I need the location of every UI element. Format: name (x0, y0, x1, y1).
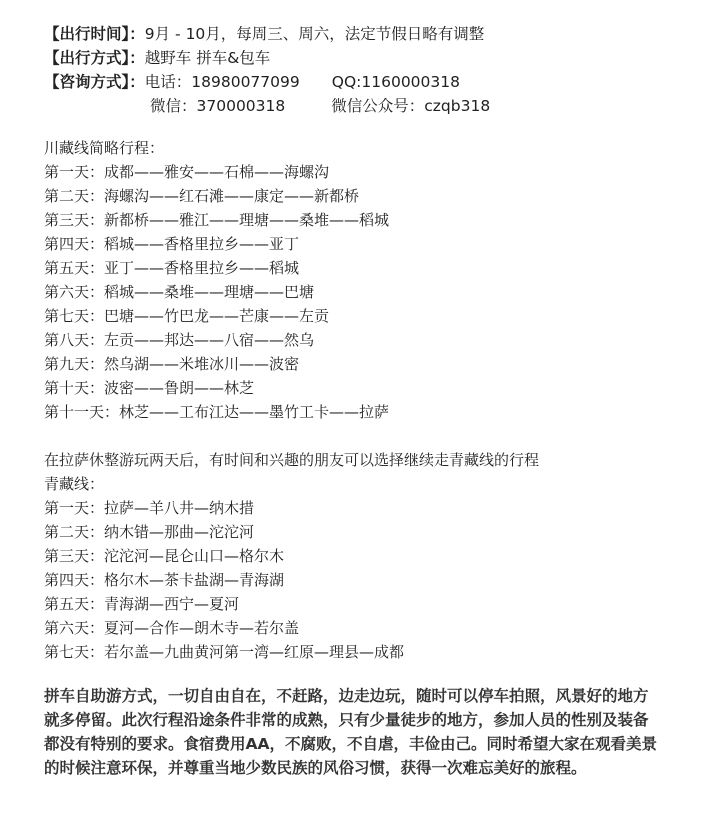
qingzang-day: 第四天：格尔木—茶卡盐湖—青海湖 (44, 571, 285, 589)
closing-paragraph (44, 684, 694, 780)
qingzang-title: 青藏线： (44, 475, 105, 493)
closing-line: 就多停留。此次行程沿途条件非常的成熟，只有少量徒步的地方，参加人员的性别及装备 (44, 711, 649, 729)
contact-qq: QQ:1160000318 (331, 73, 460, 91)
chuanzang-day: 第十一天：林芝——工布江达——墨竹工卡——拉萨 (44, 403, 390, 421)
chuanzang-day: 第九天：然乌湖——米堆冰川——波密 (44, 355, 300, 373)
travel-mode-row (44, 46, 270, 70)
travel-time-label: 【出行时间】： (44, 25, 145, 43)
closing-line: 拼车自助游方式，一切自由自在，不赶路，边走边玩，随时可以停车拍照，风景好的地方 (44, 687, 649, 705)
chuanzang-day: 第七天：巴塘——竹巴龙——芒康——左贡 (44, 307, 330, 325)
closing-line: 都没有特别的要求。食宿费用AA，不腐败，不自虐，丰俭由己。同时希望大家在观看美景 (44, 735, 657, 753)
qingzang-intro: 在拉萨休整游玩两天后，有时间和兴趣的朋友可以选择继续走青藏线的行程 (44, 451, 540, 469)
chuanzang-day: 第四天：稻城——香格里拉乡——亚丁 (44, 235, 300, 253)
contact-label: 【咨询方式】： (44, 73, 145, 91)
chuanzang-day: 第八天：左贡——邦达——八宿——然乌 (44, 331, 315, 349)
qingzang-day: 第三天：沱沱河—昆仑山口—格尔木 (44, 547, 285, 565)
qingzang-day: 第二天：纳木错—那曲—沱沱河 (44, 523, 255, 541)
travel-mode-label: 【出行方式】： (44, 49, 145, 67)
qingzang-day: 第六天：夏河—合作—朗木寺—若尔盖 (44, 619, 300, 637)
contact-phone: 电话：18980077099 (144, 73, 300, 91)
chuanzang-day: 第三天：新都桥——雅江——理塘——桑堆——稻城 (44, 211, 390, 229)
travel-time-value: 9月 - 10月，每周三、周六，法定节假日略有调整 (144, 25, 485, 43)
contact-wechat: 微信：370000318 (150, 97, 286, 115)
qingzang-day: 第七天：若尔盖—九曲黄河第一湾—红原—理县—成都 (44, 643, 405, 661)
chuanzang-day: 第十天：波密——鲁朗——林芝 (44, 379, 255, 397)
contact-row-2 (150, 94, 490, 118)
chuanzang-day: 第二天：海螺沟——红石滩——康定——新都桥 (44, 187, 360, 205)
closing-line: 的时候注意环保，并尊重当地少数民族的风俗习惯，获得一次难忘美好的旅程。 (44, 759, 587, 777)
chuanzang-day: 第六天：稻城——桑堆——理塘——巴塘 (44, 283, 315, 301)
chuanzang-title: 川藏线简略行程： (44, 139, 165, 157)
qingzang-day: 第五天：青海湖—西宁—夏河 (44, 595, 240, 613)
travel-mode-value: 越野车 拼车&包车 (144, 49, 271, 67)
contact-row (44, 70, 460, 94)
chuanzang-day: 第五天：亚丁——香格里拉乡——稻城 (44, 259, 300, 277)
contact-wechat-public: 微信公众号：czqb318 (331, 97, 491, 115)
chuanzang-day: 第一天：成都——雅安——石棉——海螺沟 (44, 163, 330, 181)
qingzang-day: 第一天：拉萨—羊八井—纳木措 (44, 499, 255, 517)
travel-time-row (44, 22, 484, 46)
